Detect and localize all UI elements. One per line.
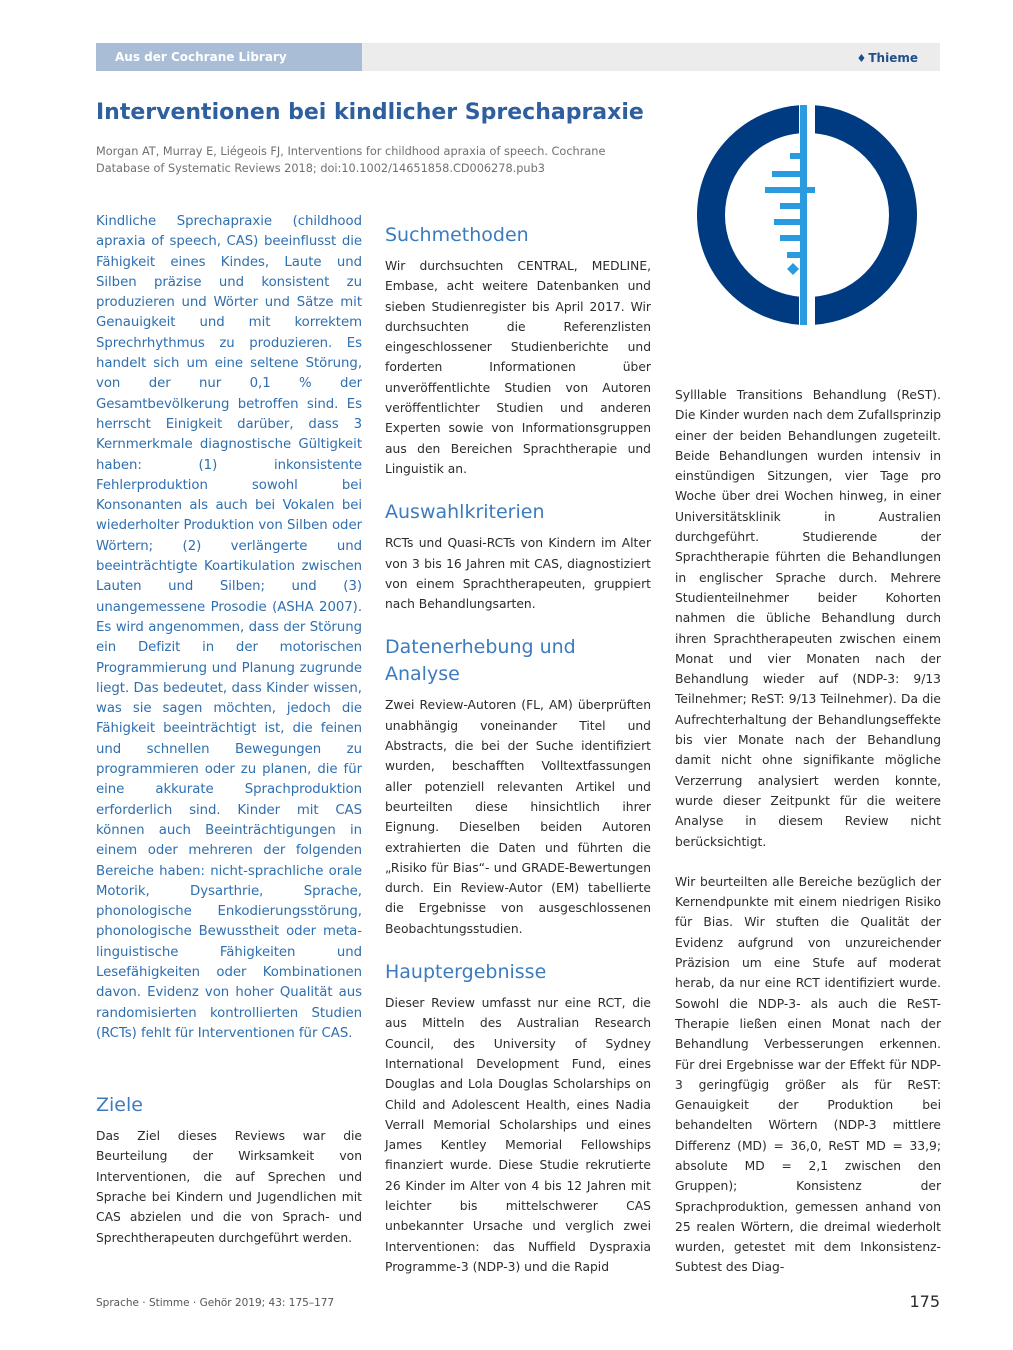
text-hauptergebnisse: Dieser Review umfasst nur eine RCT, die aus Mitteln des Australian Research Council, des University of Sydney International Development Fund, eines Douglas and Lola Douglas Scholarships on Child and Adolescent Health, eines Nadia Verrall Memorial Scholarships und eines James Kentley Memorial Fellowships finanziert wurde. Diese Studie rekrutierte 26 Kinder im Alter von 4 bis 12 Jahren mit leichter bis mittelschwerer CAS unbekannter Ursache und verglich zwei Interventionen: das Nuffield Dyspraxia Programme-3 (NDP-3) und die Rapid bbox=[385, 996, 651, 1274]
footer-journal: Sprache · Stimme · Gehör 2019; 43: 175–177 bbox=[96, 1297, 335, 1309]
column-middle bbox=[385, 222, 651, 1277]
heading-datenerhebung bbox=[385, 634, 651, 688]
publisher-name: Thieme bbox=[868, 51, 918, 65]
thieme-shield-icon: ♦ bbox=[856, 52, 867, 65]
section-label: Aus der Cochrane Library bbox=[96, 43, 362, 71]
column-right bbox=[675, 385, 941, 1278]
heading-datenerhebung-line2: Analyse bbox=[385, 663, 460, 686]
text-auswahlkriterien: RCTs und Quasi-RCTs von Kindern im Alter von 3 bis 16 Jahren mit CAS, diagnostiziert von einem Sprachtherapeuten, gruppiert nach Behandlungsarten. bbox=[385, 536, 651, 612]
heading-hauptergebnisse: Hauptergebnisse bbox=[385, 961, 547, 984]
text-hauptergebnisse-cont-1: Sylllable Transitions Behandlung (ReST). Die Kinder wurden nach dem Zufallsprinzip einer der beiden Behandlungen zugeteilt. Beide Behandlungen wurden intensiv in einstündigen Sitzungen, vier Tage pro Woche über drei Wochen hinweg, in einer Universitätsklinik in Australien durchgeführt. Studierende der Sprachtherapie führten die Behandlungen in englischer Sprache durch. Mehrere Studienteilnehmer beider Kohorten nahmen die übliche Behandlung durch ihren Sprachtherapeuten zwischen einem Monat und vier Monaten nach der Behandlung wieder auf (NDP-3: 9/13 Teilnehmer; ReST: 9/13 Teilnehmer). Da die Aufrechterhaltung der Behandlungseffekte bis vier Monate nach der Behandlung damit nicht ohne signifikante mögliche Verzerrung analysiert werden konnte, wurde dieser Zeitpunkt für die weitere Analyse in diesem Review nicht berücksichtigt. bbox=[675, 388, 941, 849]
text-ziele: Das Ziel dieses Reviews war die Beurteilung der Wirksamkeit von Interventionen, die auf Sprechen und Sprache bei Kindern und Jugendlichen mit CAS abzielen und die von Sprach- und Sprechtherapeuten durchgeführt werden. bbox=[96, 1129, 362, 1245]
text-datenerhebung: Zwei Review-Autoren (FL, AM) überprüften unabhängig voneinander Titel und Abstracts, die bei der Suche identifiziert wurden, beschafften Volltextfassungen aller potenziell relevanten Artikel und beurteilten diese hinsichtlich ihrer Eignung. Dieselben beiden Autoren extrahierten die Daten und führten die „Risiko für Bias“- und GRADE-Bewertungen durch. Ein Review-Autor (EM) tabellierte die Ergebnisse von ausgeschlossenen Beobachtungsstudien. bbox=[385, 698, 651, 936]
header-bar bbox=[96, 43, 940, 71]
column-left bbox=[96, 212, 362, 1248]
heading-suchmethoden: Suchmethoden bbox=[385, 224, 529, 246]
citation: Morgan AT, Murray E, Liégeois FJ, Interventions for childhood apraxia of speech. Cochrane Database of Systematic Reviews 2018; doi:10.1002/14651858.CD006278.pub3 bbox=[96, 145, 606, 175]
heading-auswahlkriterien: Auswahlkriterien bbox=[385, 501, 545, 524]
text-hauptergebnisse-cont-2: Wir beurteilten alle Bereiche bezüglich der Kernendpunkte mit einem niedrigen Risiko für Bias. Wir stuften die Qualität der Evidenz aufgrund von unzureichender Präzision um eine Stufe auf moderat herab, da nur eine RCT identifiziert wurde. Sowohl die NDP-3- als auch die ReST-Therapie ließen einen Monat nach der Behandlung Verbesserungen erkennen. Für drei Ergebnisse war der Effekt für NDP-3 geringfügig größer als für ReST: Genauigkeit der Produktion bei behandelten Wörtern (NDP-3 mittlere Differenz (MD) = 36,0, ReST MD = 33,9; absolute MD = 2,1 zwischen den Gruppen); Konsistenz der Sprachproduktion, gemessen anhand von 25 realen Wörtern, die dreimal wiederholt wurden, getestet mit dem Inkonsistenz-Subtest des Diag- bbox=[675, 874, 941, 1275]
text-suchmethoden: Wir durchsuchten CENTRAL, MEDLINE, Embase, acht weitere Datenbanken und sieben Studienregister bis April 2017. Wir durchsuchten die Referenzlisten eingeschlossener Studienberichte und forderten Informationen über unveröffentlichte Studien von Autoren veröffentlichter Studien und anderen Experten sowie von Informationsgruppen aus den Bereichen Sprachtherapie und Linguistik an. bbox=[385, 259, 651, 476]
heading-ziele: Ziele bbox=[96, 1094, 143, 1117]
lead-paragraph: Kindliche Sprechapraxie (childhood apraxia of speech, CAS) beeinflusst die Fähigkeit eines Kindes, Laute und Silben präzise und konsistent zu produzieren und Wörter und Sätze mit Genauigkeit und mit korrektem Sprechrhythmus zu produzieren. Es handelt sich um eine seltene Störung, von der nur 0,1 % der Gesamtbevölkerung betroffen sind. Es herrscht Einigkeit darüber, dass 3 Kernmerkmale diagnostische Gültigkeit haben: (1) inkonsistente Fehlerproduktion sowohl bei Konsonanten als auch bei Vokalen bei wiederholter Produktion von Silben oder Wörtern; (2) verlängerte und beeinträchtigte Koartikulation zwischen Lauten und Silben; und (3) unangemessene Prosodie (ASHA 2007). Es wird angenommen, dass der Störung ein Defizit in der motorischen Programmierung und Planung zugrunde liegt. Das bedeutet, dass Kinder wissen, was sie sagen möchten, jedoch die Fähigkeit beeinträchtigt ist, die feinen und schnellen Bewegungen zu programmieren oder zu planen, die für eine akkurate Sprachproduktion erforderlich sind. Kinder mit CAS können auch Beeinträchtigungen in einem oder mehreren der folgenden Bereiche haben: nicht-sprachliche orale Motorik, Dysarthrie, Sprache, phonologische Enkodierungsstörung, phonologische Bewusstheit oder meta-linguistische Fähigkeiten und Lesefähigkeiten oder Kombinationen davon. Evidenz von hoher Qualität aus randomisierten kontrollierten Studien (RCTs) fehlt für Interventionen für CAS. bbox=[96, 214, 362, 1041]
cochrane-logo-icon bbox=[697, 105, 917, 325]
heading-datenerhebung-line1: Datenerhebung und bbox=[385, 636, 576, 659]
article-title: Interventionen bei kindlicher Sprechapraxie bbox=[96, 100, 644, 125]
page-number: 175 bbox=[909, 1292, 940, 1311]
publisher-logo bbox=[857, 43, 919, 71]
